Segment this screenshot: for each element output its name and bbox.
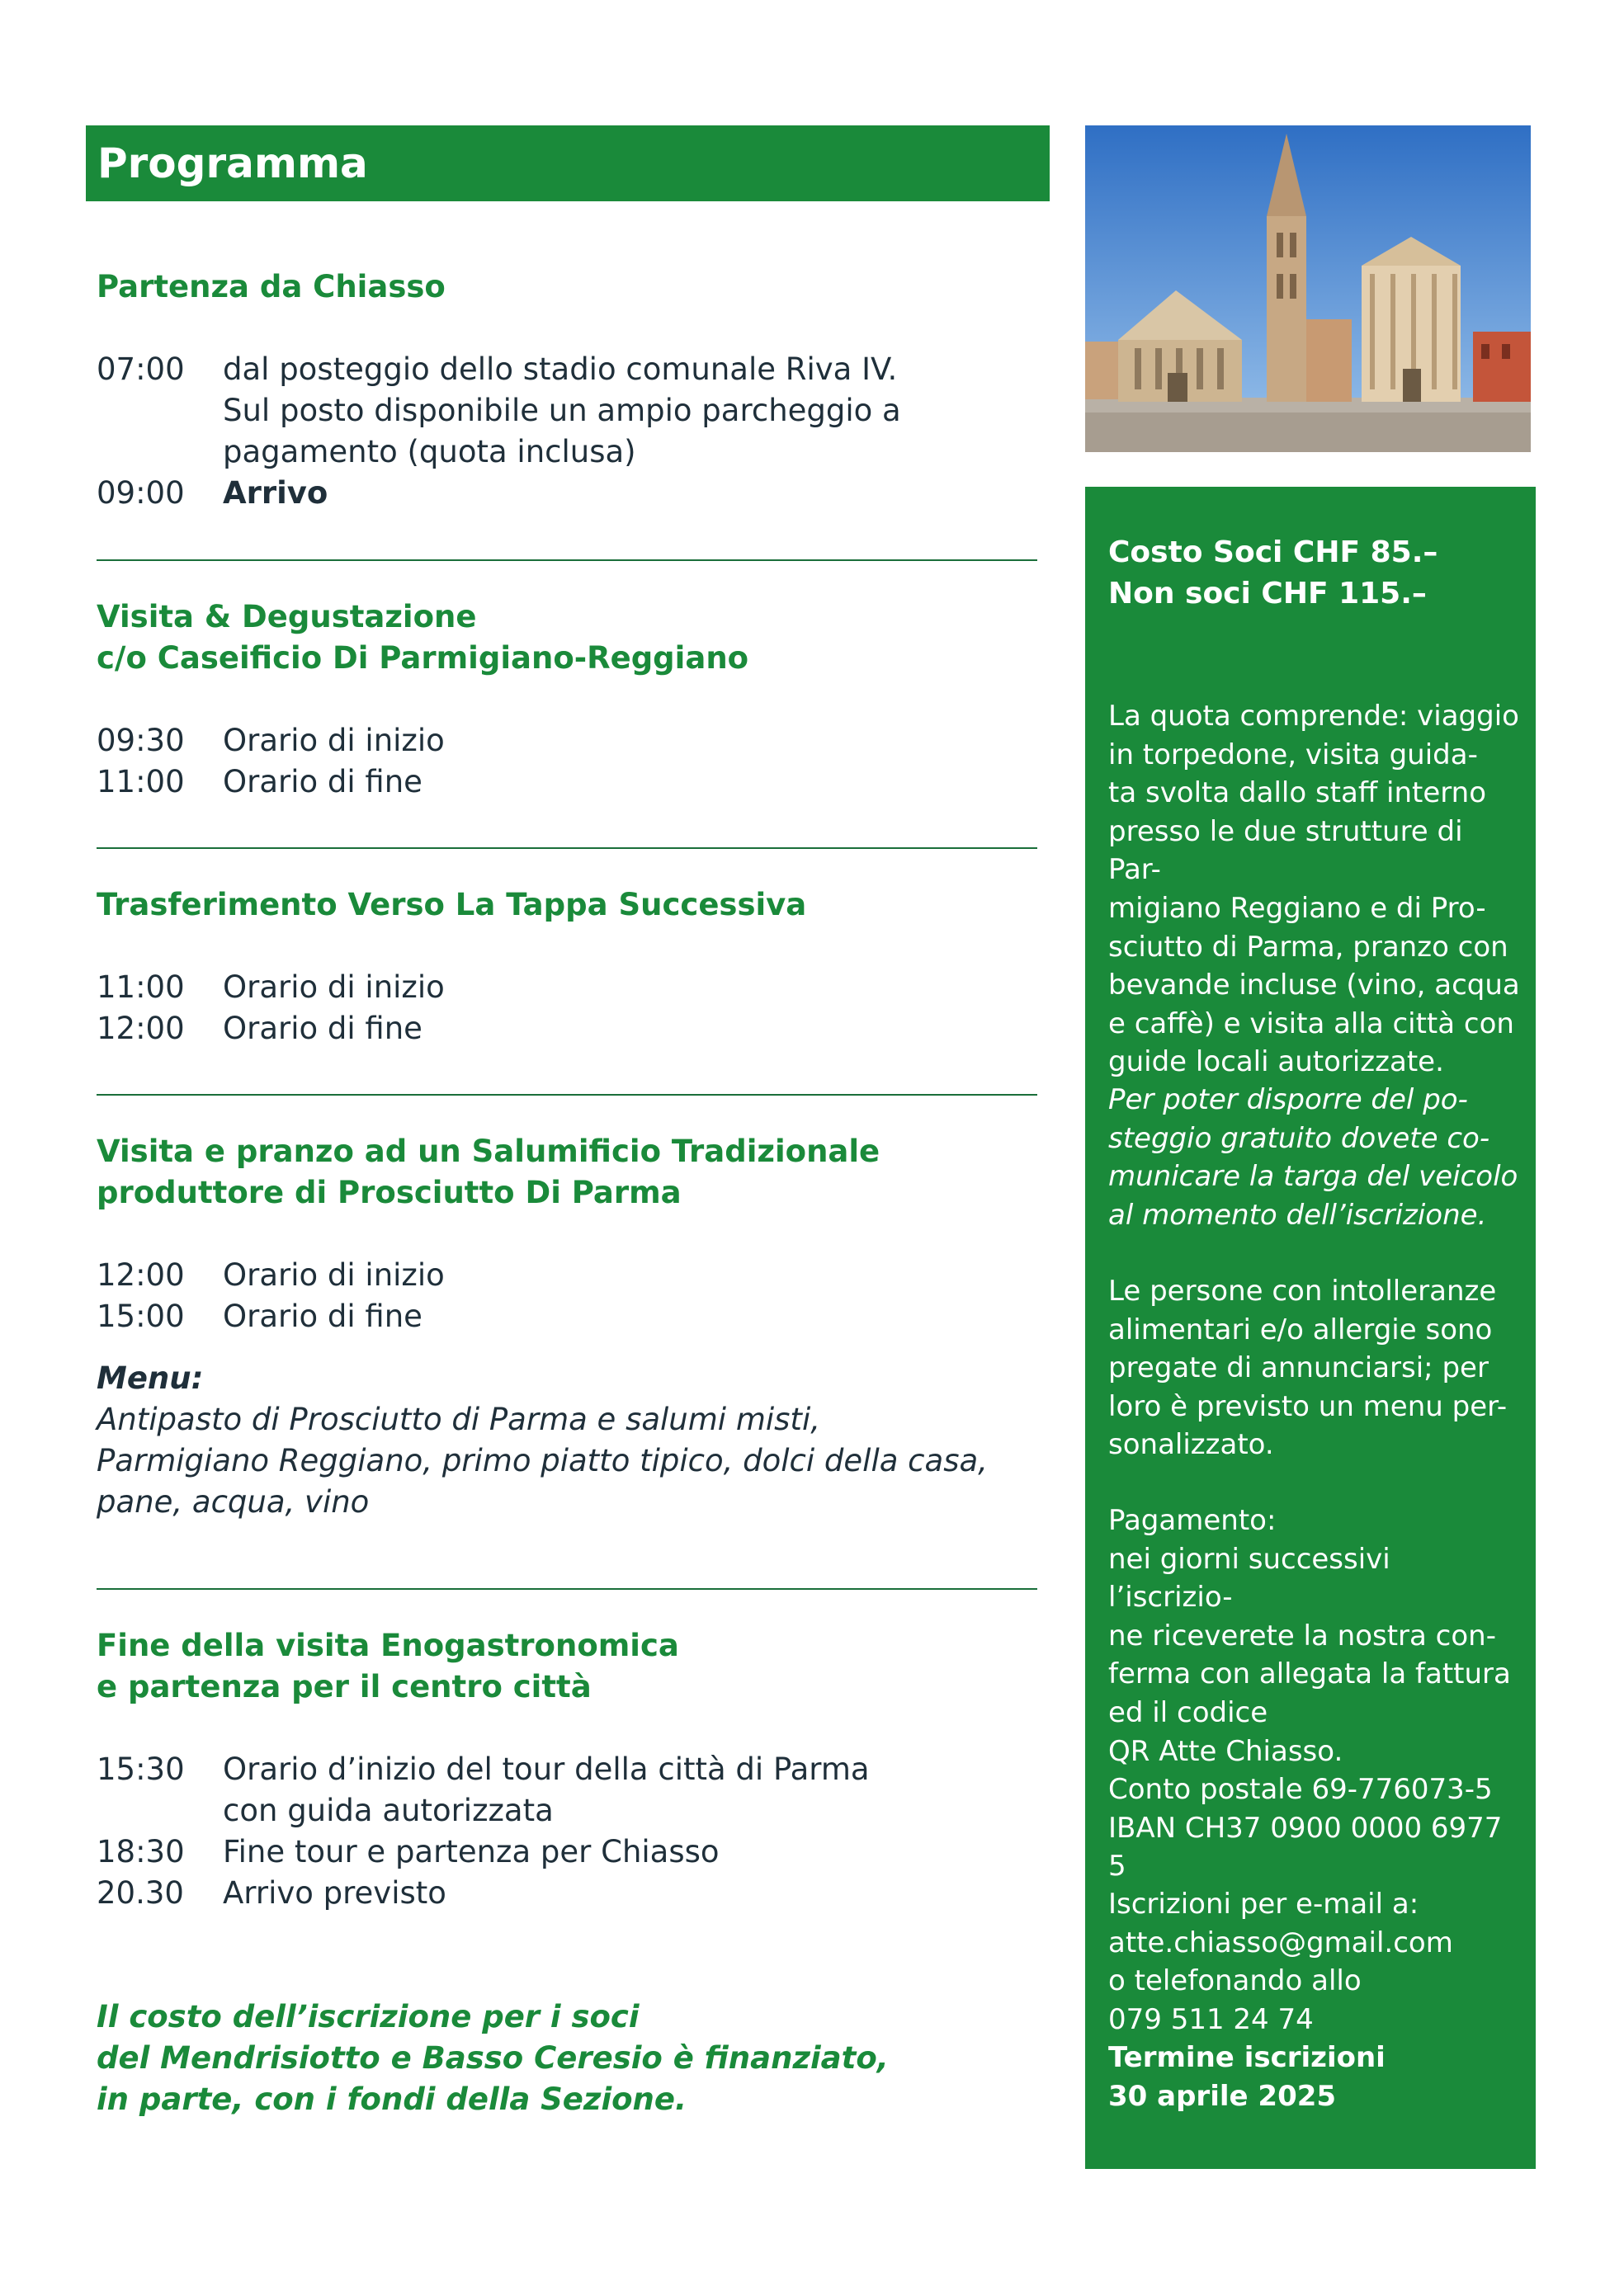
schedule-row	[97, 720, 1037, 761]
price-block	[1108, 532, 1521, 615]
menu-line: pane, acqua, vino	[97, 1484, 370, 1520]
description: Orario di inizio	[223, 1257, 445, 1293]
includes-line: La quota comprende: viaggio	[1108, 700, 1519, 733]
description: Orario di fine	[223, 1011, 423, 1046]
allergy-line: pregate di annunciarsi; per	[1108, 1351, 1489, 1385]
contact-line: Iscrizioni per e-mail a:	[1108, 1888, 1419, 1921]
description: Orario di fine	[223, 764, 423, 799]
divider	[97, 847, 1037, 849]
header-bar	[86, 125, 1050, 201]
section-title: Partenza da Chiasso	[97, 269, 446, 304]
time: 09:00	[97, 475, 185, 511]
allergy-line: loro è previsto un menu per-	[1108, 1389, 1508, 1423]
payment-line: nei giorni successivi l’iscrizio-	[1108, 1542, 1390, 1615]
contact-line: o telefonando allo	[1108, 1964, 1362, 1998]
time: 12:00	[97, 1257, 185, 1293]
schedule-row	[97, 1832, 1037, 1873]
time: 07:00	[97, 351, 185, 387]
description-line: dal posteggio dello stadio comunale Riva IV.	[223, 351, 898, 387]
section-title: Trasferimento Verso La Tappa Successiva	[97, 887, 807, 922]
payment-line: ne riceverete la nostra con-	[1108, 1619, 1496, 1652]
section-transfer	[97, 884, 1037, 1049]
time: 12:00	[97, 1011, 185, 1046]
closing-line: Il costo dell’iscrizione per i soci	[97, 1999, 640, 2034]
payment-line: ed il codice	[1108, 1695, 1268, 1729]
section-title-line: c/o Caseificio Di Parmigiano-Reggiano	[97, 640, 749, 676]
section-city-tour	[97, 1625, 1037, 1914]
closing-line: in parte, con i fondi della Sezione.	[97, 2081, 687, 2117]
payment-line: QR Atte Chiasso.	[1108, 1734, 1343, 1768]
includes-line: migiano Reggiano e di Pro-	[1108, 891, 1486, 925]
includes-line: bevande incluse (vino, acqua	[1108, 969, 1520, 1002]
time: 09:30	[97, 723, 185, 758]
allergy-line: sonalizzato.	[1108, 1428, 1274, 1462]
payment-line: Pagamento:	[1108, 1504, 1277, 1537]
payment-block	[1108, 1502, 1521, 1886]
closing-line: del Mendrisiotto e Basso Ceresio è finanziato,	[97, 2040, 889, 2076]
section-title-line: Fine della visita Enogastronomica	[97, 1628, 679, 1663]
contact-block	[1108, 1885, 1521, 2116]
time: 18:30	[97, 1834, 185, 1869]
section-title-line: Visita e pranzo ad un Salumificio Tradizionale	[97, 1134, 880, 1169]
description: Fine tour e partenza per Chiasso	[223, 1834, 720, 1869]
time: 15:30	[97, 1751, 185, 1787]
description: Orario di fine	[223, 1299, 423, 1334]
time: 11:00	[97, 764, 185, 799]
divider	[97, 559, 1037, 561]
time: 20.30	[97, 1875, 184, 1911]
description-line: Orario d’inizio del tour della città di Parma	[223, 1751, 870, 1787]
divider	[97, 1588, 1037, 1590]
payment-line: ferma con allegata la fattura	[1108, 1657, 1511, 1691]
section-cheese-visit	[97, 596, 1037, 803]
page-title: Programma	[97, 139, 368, 187]
allergy-line: Le persone con intolleranze	[1108, 1275, 1497, 1308]
schedule-row	[97, 1873, 1037, 1914]
contact-email[interactable]: atte.chiasso@gmail.com	[1108, 1926, 1453, 1959]
deadline-line: Termine iscrizioni	[1108, 2041, 1386, 2075]
schedule-row	[97, 1749, 1037, 1832]
includes-line: e caffè) e visita alla città con	[1108, 1007, 1514, 1040]
section-departure	[97, 266, 1037, 514]
description-line: Sul posto disponibile un ampio parcheggio a	[223, 393, 901, 428]
closing-note	[97, 1997, 1037, 2120]
payment-line: Conto postale 69-776073-5	[1108, 1773, 1493, 1807]
schedule-row	[97, 1008, 1037, 1049]
description: Orario di inizio	[223, 723, 445, 758]
description: Arrivo	[223, 475, 328, 511]
payment-line: IBAN CH37 0900 0000 6977 5	[1108, 1811, 1503, 1883]
parma-cathedral-photo	[1085, 125, 1531, 452]
sidebar-info-box	[1085, 487, 1536, 2169]
schedule-row	[97, 473, 1037, 514]
schedule-row	[97, 967, 1037, 1008]
price-line: Non soci CHF 115.–	[1108, 577, 1427, 611]
description: Orario di inizio	[223, 969, 445, 1005]
time: 15:00	[97, 1299, 185, 1334]
includes-line: in torpedone, visita guida-	[1108, 738, 1478, 771]
schedule-row	[97, 761, 1037, 803]
menu-line: Parmigiano Reggiano, primo piatto tipico, dolci della casa,	[97, 1443, 988, 1478]
includes-line: ta svolta dallo staff interno	[1108, 776, 1487, 810]
time: 11:00	[97, 969, 185, 1005]
includes-block	[1108, 697, 1521, 1082]
schedule-row	[97, 1296, 1037, 1337]
menu-line: Antipasto di Prosciutto di Parma e salumi misti,	[97, 1402, 820, 1437]
schedule-row	[97, 349, 1037, 473]
schedule-row	[97, 1255, 1037, 1296]
parking-line: Per poter disporre del po-	[1108, 1083, 1468, 1116]
menu-label: Menu:	[97, 1360, 204, 1396]
contact-phone[interactable]: 079 511 24 74	[1108, 2002, 1314, 2036]
price-line: Costo Soci CHF 85.–	[1108, 535, 1438, 569]
parking-line: municare la targa del veicolo	[1108, 1160, 1518, 1194]
divider	[97, 1094, 1037, 1096]
includes-line: sciutto di Parma, pranzo con	[1108, 930, 1508, 964]
parking-line: steggio gratuito dovete co-	[1108, 1121, 1490, 1155]
section-title-line: produttore di Prosciutto Di Parma	[97, 1175, 682, 1210]
description-line: con guida autorizzata	[223, 1793, 554, 1828]
includes-line: guide locali autorizzate.	[1108, 1045, 1444, 1079]
section-prosciutto-lunch	[97, 1131, 1037, 1523]
description: Arrivo previsto	[223, 1875, 446, 1911]
section-title-line: e partenza per il centro città	[97, 1669, 592, 1704]
parking-line: al momento dell’iscrizione.	[1108, 1198, 1487, 1232]
section-title-line: Visita & Degustazione	[97, 599, 477, 634]
allergy-line: alimentari e/o allergie sono	[1108, 1313, 1493, 1346]
deadline-line: 30 aprile 2025	[1108, 2079, 1337, 2113]
allergy-note	[1108, 1272, 1521, 1464]
description-line: pagamento (quota inclusa)	[223, 434, 636, 469]
parking-note	[1108, 1081, 1521, 1234]
includes-line: presso le due strutture di Par-	[1108, 814, 1463, 887]
